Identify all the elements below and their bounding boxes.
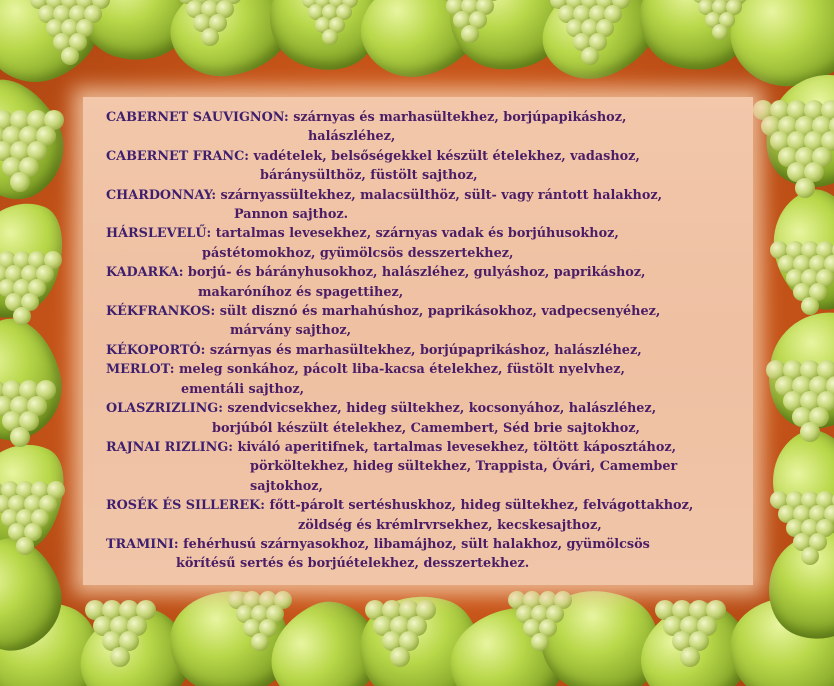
wine-pairing-continued: Pannon sajthoz. <box>234 207 349 223</box>
grape <box>10 172 30 192</box>
wine-pairing-continued: pástétomokhoz, gyümölcsös desszertekhez, <box>202 245 514 261</box>
wine-entry <box>106 224 746 263</box>
grape <box>680 647 700 667</box>
wine-pairing: meleg sonkához, pácolt liba-kacsa ételekhez, füstölt nyelvhez, <box>178 362 625 378</box>
grape <box>801 297 819 315</box>
grape <box>13 307 31 325</box>
wine-pairing: fehérhusú szárnyasokhoz, libamájhoz, sült halakhoz, gyümölcsös <box>183 536 650 552</box>
wine-pairing: szárnyassültekhez, malacsülthöz, sült- vagy rántott halakhoz, <box>220 187 663 203</box>
wine-entry <box>106 535 746 574</box>
grape <box>461 25 479 43</box>
wine-pairing: borjú- és bárányhusokhoz, halászléhez, gulyáshoz, paprikáshoz, <box>187 265 646 281</box>
grape <box>801 547 819 565</box>
wine-pairing-continued: márvány sajthoz, <box>230 323 352 339</box>
wine-entry <box>106 108 746 147</box>
wine-name: KÉKFRANKOS: <box>106 304 216 320</box>
wine-name: HÁRSLEVELŰ: <box>106 226 212 242</box>
wine-name: CABERNET SAUVIGNON: <box>106 110 289 125</box>
wine-name: KÉKOPORTÓ: <box>106 342 206 358</box>
wine-pairing-continued: ementáli sajthoz, <box>181 381 305 397</box>
wine-pairing-continued: pörköltekhez, hideg sültekhez, Trappista, Óvári, Camember <box>250 459 678 475</box>
wine-name: RAJNAI RIZLING: <box>106 439 233 455</box>
wine-entry <box>106 399 746 438</box>
grape <box>61 47 79 65</box>
wine-pairing: főtt-párolt sertéshuskhoz, hideg sültekhez, felvágottakhoz, <box>269 498 694 514</box>
wine-pairing: vadételek, belsőségekkel készült ételekhez, vadashoz, <box>253 148 640 164</box>
wine-name: CABERNET FRANC: <box>106 148 250 164</box>
wine-pairing-continued: makaróníhoz és spagettihez, <box>198 284 404 300</box>
grape <box>531 633 549 651</box>
wine-pairing: szendvicsekhez, hideg sültekhez, kocsonyához, halászléhez, <box>227 401 657 417</box>
wine-name: CHARDONNAY: <box>106 187 217 203</box>
wine-entry <box>106 360 746 399</box>
grape <box>390 647 410 667</box>
grape <box>110 647 130 667</box>
wine-entry <box>106 263 746 302</box>
wine-pairing: szárnyas és marhasültekhez, borjúpaprikáshoz, halászléhez, <box>209 342 642 358</box>
wine-pairing-continued: báránysülthöz, füstölt sajthoz, <box>260 168 478 184</box>
wine-pairing-continued: sajtokhoz, <box>250 478 324 494</box>
wine-name: TRAMINI: <box>106 536 179 552</box>
grape <box>201 28 219 46</box>
wine-entry <box>106 438 746 496</box>
wine-entry <box>106 147 746 186</box>
grape <box>800 422 820 442</box>
wine-name: KADARKA: <box>106 265 184 281</box>
grape <box>16 537 34 555</box>
wine-pairing-continued: zöldség és krémlrvrsekhez, kecskesajthoz, <box>298 517 602 533</box>
grape <box>795 178 815 198</box>
wine-entry <box>106 186 746 225</box>
wine-pairing: szárnyas és marhasültekhez, borjúpapikáshoz, <box>293 110 627 125</box>
wine-pairing: sült disznó és marhahúshoz, paprikásokhoz, vadpecsenyéhez, <box>219 304 661 320</box>
wine-pairing-continued: borjúból készült ételekhez, Camembert, Séd brie sajtokhoz, <box>212 420 640 436</box>
wine-pairing: kiváló aperitifnek, tartalmas levesekhez, töltött káposztához, <box>237 439 677 455</box>
wine-entry <box>106 302 746 341</box>
wine-pairing-list <box>106 108 746 574</box>
grape <box>581 47 599 65</box>
wine-entry <box>106 341 746 360</box>
wine-pairing: tartalmas levesekhez, szárnyas vadak és borjúhusokhoz, <box>215 226 619 242</box>
wine-name: OLASZRIZLING: <box>106 401 223 417</box>
wine-pairing-continued: halászléhez, <box>308 129 396 145</box>
wine-pairing-continued: körítésű sertés és borjúételekhez, desszertekhez. <box>176 556 530 572</box>
wine-name: ROSÉK ÉS SILLEREK: <box>106 498 266 514</box>
wine-name: MERLOT: <box>106 362 175 378</box>
grape <box>251 633 269 651</box>
wine-entry <box>106 496 746 535</box>
grape <box>10 427 30 447</box>
